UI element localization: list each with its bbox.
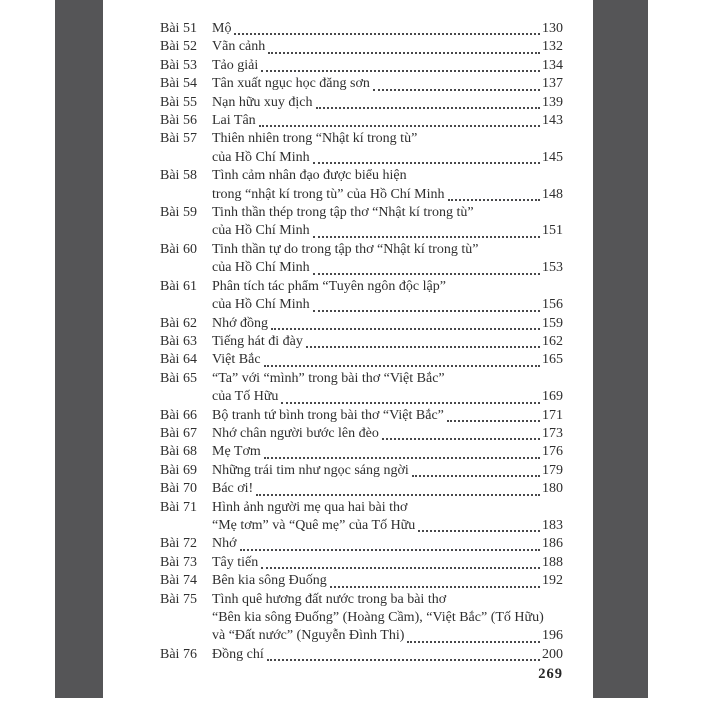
toc-row (160, 57, 563, 75)
toc-entry-number: Bài 75 (160, 591, 197, 607)
toc-row (160, 554, 563, 572)
toc-entry-title: Tây tiến (212, 554, 259, 570)
dot-leader (234, 33, 540, 35)
dot-leader (261, 567, 540, 569)
toc-entry-page: 156 (542, 297, 563, 313)
toc-entry-page: 145 (542, 149, 563, 165)
toc-entry-number: Bài 59 (160, 205, 197, 221)
toc-row (160, 627, 563, 645)
toc-entry-number: Bài 62 (160, 315, 197, 331)
dot-leader (313, 310, 540, 312)
toc-row (160, 333, 563, 351)
toc-entry-title: Tinh thần thép trong tập thơ “Nhật kí trong tù” (212, 205, 474, 221)
toc-entry-page: 196 (542, 628, 563, 644)
dot-leader (259, 125, 540, 127)
toc-entry-page: 180 (542, 481, 563, 497)
toc-row (160, 370, 563, 388)
dot-leader (373, 89, 540, 91)
toc-entry-page: 188 (542, 554, 563, 570)
toc-entry-title: Bên kia sông Đuống (212, 573, 327, 589)
toc-entry-title: của Hồ Chí Minh (212, 223, 310, 239)
toc-entry-page: 148 (542, 186, 563, 202)
toc-entry-number: Bài 54 (160, 76, 197, 92)
toc-entry-number: Bài 67 (160, 425, 197, 441)
toc-row (160, 609, 563, 627)
toc-row (160, 407, 563, 425)
toc-entry-number: Bài 70 (160, 481, 197, 497)
toc-entry-page: 162 (542, 333, 563, 349)
toc-entry-number: Bài 76 (160, 646, 197, 662)
toc-entry-title: Nhớ chân người bước lên đèo (212, 425, 379, 441)
toc-entry-title: Bộ tranh tứ bình trong bài thơ “Việt Bắc” (212, 407, 444, 423)
dot-leader (306, 346, 540, 348)
dot-leader (267, 659, 540, 661)
toc-entry-number: Bài 57 (160, 131, 197, 147)
dot-leader (271, 328, 540, 330)
toc-row (160, 259, 563, 277)
toc-entry-number: Bài 52 (160, 39, 197, 55)
toc-entry-page: 183 (542, 517, 563, 533)
toc-row (160, 20, 563, 38)
toc-entry-title: Nhớ (212, 536, 237, 552)
toc-entry-number: Bài 68 (160, 444, 197, 460)
toc-entry-number: Bài 64 (160, 352, 197, 368)
toc-entry-title: Tình cảm nhân đạo được biểu hiện (212, 168, 407, 184)
toc-row (160, 572, 563, 590)
toc-entry-title: “Bên kia sông Đuống” (Hoàng Cầm), “Việt Bắc” (Tố Hữu) (212, 610, 544, 625)
toc-row (160, 351, 563, 369)
toc-entry-number: Bài 61 (160, 278, 197, 294)
toc-row (160, 204, 563, 222)
toc-entry-number: Bài 56 (160, 113, 197, 129)
toc-row (160, 278, 563, 296)
book-page (103, 0, 593, 702)
toc-entry-number: Bài 72 (160, 536, 197, 552)
toc-row (160, 425, 563, 443)
toc-entry-number: Bài 73 (160, 554, 197, 570)
dot-leader (447, 420, 540, 422)
toc-entry-page: 132 (542, 39, 563, 55)
toc-entry-number: Bài 71 (160, 499, 197, 515)
toc-entry-number: Bài 69 (160, 462, 197, 478)
dot-leader (330, 586, 540, 588)
toc-entry-number: Bài 53 (160, 57, 197, 73)
toc-entry-title: “Mẹ tơm” và “Quê mẹ” của Tố Hữu (212, 517, 416, 533)
toc-row (160, 75, 563, 93)
dot-leader (313, 236, 540, 238)
toc-entry-page: 176 (542, 444, 563, 460)
toc-entry-title: của Tố Hữu (212, 389, 279, 405)
toc-entry-page: 186 (542, 536, 563, 552)
toc-entry-title: Việt Bắc (212, 352, 261, 368)
toc-entry-title: của Hồ Chí Minh (212, 149, 310, 165)
toc-entry-page: 192 (542, 573, 563, 589)
toc-row (160, 388, 563, 406)
toc-row (160, 296, 563, 314)
toc-entry-number: Bài 60 (160, 241, 197, 257)
toc-entry-title: Bác ơi! (212, 481, 254, 497)
toc-row (160, 130, 563, 148)
toc-entry-page: 179 (542, 462, 563, 478)
toc-entry-title: Tình quê hương đất nước trong ba bài thơ (212, 591, 447, 607)
dot-leader (313, 162, 540, 164)
toc-entry-page: 159 (542, 315, 563, 331)
toc-row (160, 315, 563, 333)
toc-row (160, 480, 563, 498)
toc-entry-number: Bài 74 (160, 573, 197, 589)
dot-leader (412, 475, 540, 477)
toc-row (160, 443, 563, 461)
dot-leader (268, 52, 540, 54)
toc-entry-title: Tảo giải (212, 57, 259, 73)
toc-entry-page: 200 (542, 646, 563, 662)
dot-leader (264, 365, 540, 367)
toc-entry-number: Bài 58 (160, 168, 197, 184)
dot-leader (261, 70, 540, 72)
toc-entry-title: “Ta” với “mình” trong bài thơ “Việt Bắc” (212, 370, 445, 386)
toc-row (160, 38, 563, 56)
toc-entry-title: Nhớ đồng (212, 315, 269, 331)
toc-row (160, 462, 563, 480)
toc-row (160, 94, 563, 112)
toc-entry-page: 143 (542, 113, 563, 129)
toc-entry-page: 134 (542, 57, 563, 73)
toc-entry-page: 151 (542, 223, 563, 239)
toc-entry-title: Mẹ Tơm (212, 444, 261, 460)
toc-row (160, 112, 563, 130)
toc-entry-title: trong “nhật kí trong tù” của Hồ Chí Minh (212, 186, 445, 202)
toc-entry-number: Bài 65 (160, 370, 197, 386)
toc-row (160, 517, 563, 535)
toc-row (160, 646, 563, 664)
toc-entry-page: 153 (542, 260, 563, 276)
toc-entry-number: Bài 55 (160, 94, 197, 110)
toc-entry-title: Những trái tim như ngọc sáng ngời (212, 462, 409, 478)
toc-entry-page: 169 (542, 389, 563, 405)
dot-leader (448, 199, 540, 201)
toc-row (160, 499, 563, 517)
toc-entry-title: của Hồ Chí Minh (212, 260, 310, 276)
dot-leader (240, 549, 540, 551)
toc-entry-page: 171 (542, 407, 563, 423)
toc-row (160, 222, 563, 240)
toc-entry-title: Tinh thần tự do trong tập thơ “Nhật kí trong tù” (212, 241, 479, 257)
toc-row (160, 591, 563, 609)
dot-leader (407, 641, 540, 643)
toc-row (160, 149, 563, 167)
toc-entry-title: của Hồ Chí Minh (212, 297, 310, 313)
dot-leader (418, 530, 540, 532)
toc-entry-number: Bài 66 (160, 407, 197, 423)
toc-entry-title: Mộ (212, 21, 232, 36)
dot-leader (281, 402, 540, 404)
toc-entry-page: 139 (542, 94, 563, 110)
toc-entry-number: Bài 63 (160, 333, 197, 349)
toc-entry-title: Hình ảnh người mẹ qua hai bài thơ (212, 499, 408, 515)
toc-entry-title: Nạn hữu xuy địch (212, 94, 313, 110)
dot-leader (256, 494, 540, 496)
toc-row (160, 186, 563, 204)
toc-entry-title: Tiếng hát đi đày (212, 333, 303, 349)
toc-entry-title: Phân tích tác phẩm “Tuyên ngôn độc lập” (212, 278, 446, 294)
right-page-edge-bar (593, 0, 648, 698)
toc-entry-title: Vãn cảnh (212, 39, 266, 55)
dot-leader (313, 273, 540, 275)
dot-leader (316, 107, 540, 109)
toc-entry-number: Bài 51 (160, 21, 197, 36)
toc-entry-title: Lai Tân (212, 113, 256, 129)
toc-entry-page: 137 (542, 76, 563, 92)
table-of-contents (160, 20, 563, 684)
toc-entry-title: và “Đất nước” (Nguyễn Đình Thi) (212, 628, 405, 644)
toc-entry-title: Đồng chí (212, 646, 264, 662)
toc-entry-page: 130 (542, 21, 563, 36)
dot-leader (382, 438, 540, 440)
toc-entry-title: Thiên nhiên trong “Nhật kí trong tù” (212, 131, 418, 147)
toc-entry-page: 173 (542, 425, 563, 441)
dot-leader (264, 457, 540, 459)
left-page-edge-bar (55, 0, 103, 698)
toc-entry-page: 165 (542, 352, 563, 368)
toc-row (160, 167, 563, 185)
toc-row (160, 241, 563, 259)
footer-page-number: 269 (538, 666, 563, 683)
toc-row (160, 535, 563, 553)
toc-entry-title: Tân xuất ngục học đăng sơn (212, 76, 370, 92)
